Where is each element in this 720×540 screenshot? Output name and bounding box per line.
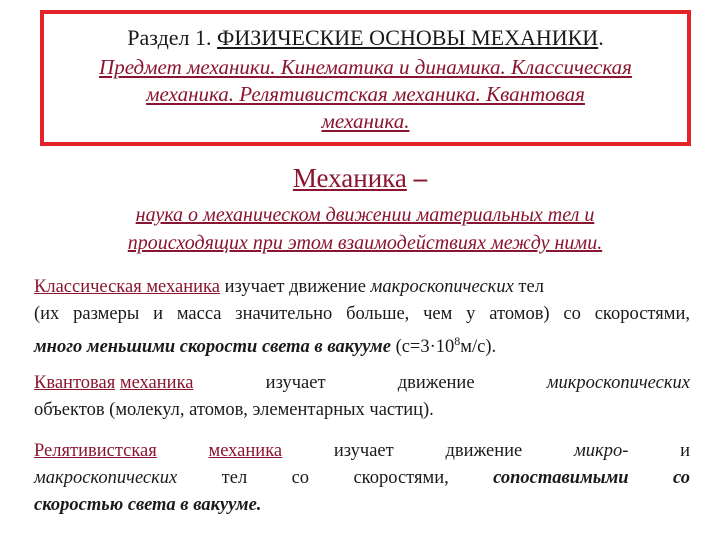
quantum-word-1: изучает [265,373,326,393]
subtitle-line-1: Предмет механики. Кинематика и динамика. Классическая [99,55,632,79]
classical-line-3 [34,328,690,361]
classical-text-3: тел [513,277,544,297]
heading-dash: – [413,163,428,193]
relativistic-line-3: скоростью света в вакууме. [34,495,262,515]
definition-line-1: наука о механическом движении материальных тел и [135,204,595,226]
quantum-word-2: движение [397,373,475,393]
relativistic-word-1: изучает [333,441,394,461]
classical-text-1: изучает движение [219,277,371,297]
relativistic-line2-word-6: со [672,468,690,488]
definition-line-2: происходящих при этом взаимодействиях между ними. [127,232,603,254]
quantum-term [34,370,194,397]
quantum-term-word-2: механика [119,373,194,393]
classical-line-2 [34,301,690,328]
classical-term: Классическая механика [34,277,220,297]
classical-mechanics-paragraph [34,274,690,361]
speed-unit: м/с). [460,337,497,358]
quantum-microscopic: микроскопических [546,373,690,393]
relativistic-comparable: сопоставимыми [493,468,629,488]
relativistic-mechanics-paragraph [34,438,690,519]
title-frame [40,10,691,146]
speed-of-light-value: (с=3·10 [390,337,455,358]
quantum-term-word-1: Квантовая [34,373,116,393]
mechanics-heading [0,163,720,194]
section-name: ФИЗИЧЕСКИЕ ОСНОВЫ МЕХАНИКИ [217,25,599,50]
quantum-line-1 [34,370,690,397]
subtitle-line-2: механика. Релятивистская механика. Квантовая [146,82,585,106]
section-period: . [598,25,604,50]
subtitle-line-3: механика. [321,109,410,133]
relativistic-line-2 [34,465,690,492]
relativistic-word-2: движение [445,441,523,461]
classical-macroscopic: макроскопических [370,277,514,297]
section-number: Раздел 1. [127,25,212,50]
relativistic-micro: микро- [573,441,629,461]
relativistic-macroscopic: макроскопических [34,468,178,488]
relativistic-term-word-1: Релятивистская [34,441,157,461]
relativistic-line2-word-2: тел [221,468,248,488]
relativistic-line2-word-4: скоростями, [353,468,449,488]
section-title [44,24,687,52]
classical-line-1 [34,274,690,301]
classical-line-2-text: (их размеры и масса значительно больше, чем у атомов) со скоростями, [34,304,690,324]
relativistic-line2-word-3: со [291,468,310,488]
relativistic-and: и [680,441,690,461]
classical-speed-condition: много меньшими скорости света в вакууме [34,337,391,358]
section-subtitle [44,54,687,135]
heading-word: Механика [292,163,407,193]
speed-exponent: 8 [454,334,461,348]
relativistic-line-1 [34,438,690,465]
relativistic-term-word-2: механика [208,441,283,461]
quantum-line-2: объектов (молекул, атомов, элементарных частиц). [34,400,434,420]
quantum-mechanics-paragraph [34,370,690,424]
mechanics-definition [40,201,690,257]
